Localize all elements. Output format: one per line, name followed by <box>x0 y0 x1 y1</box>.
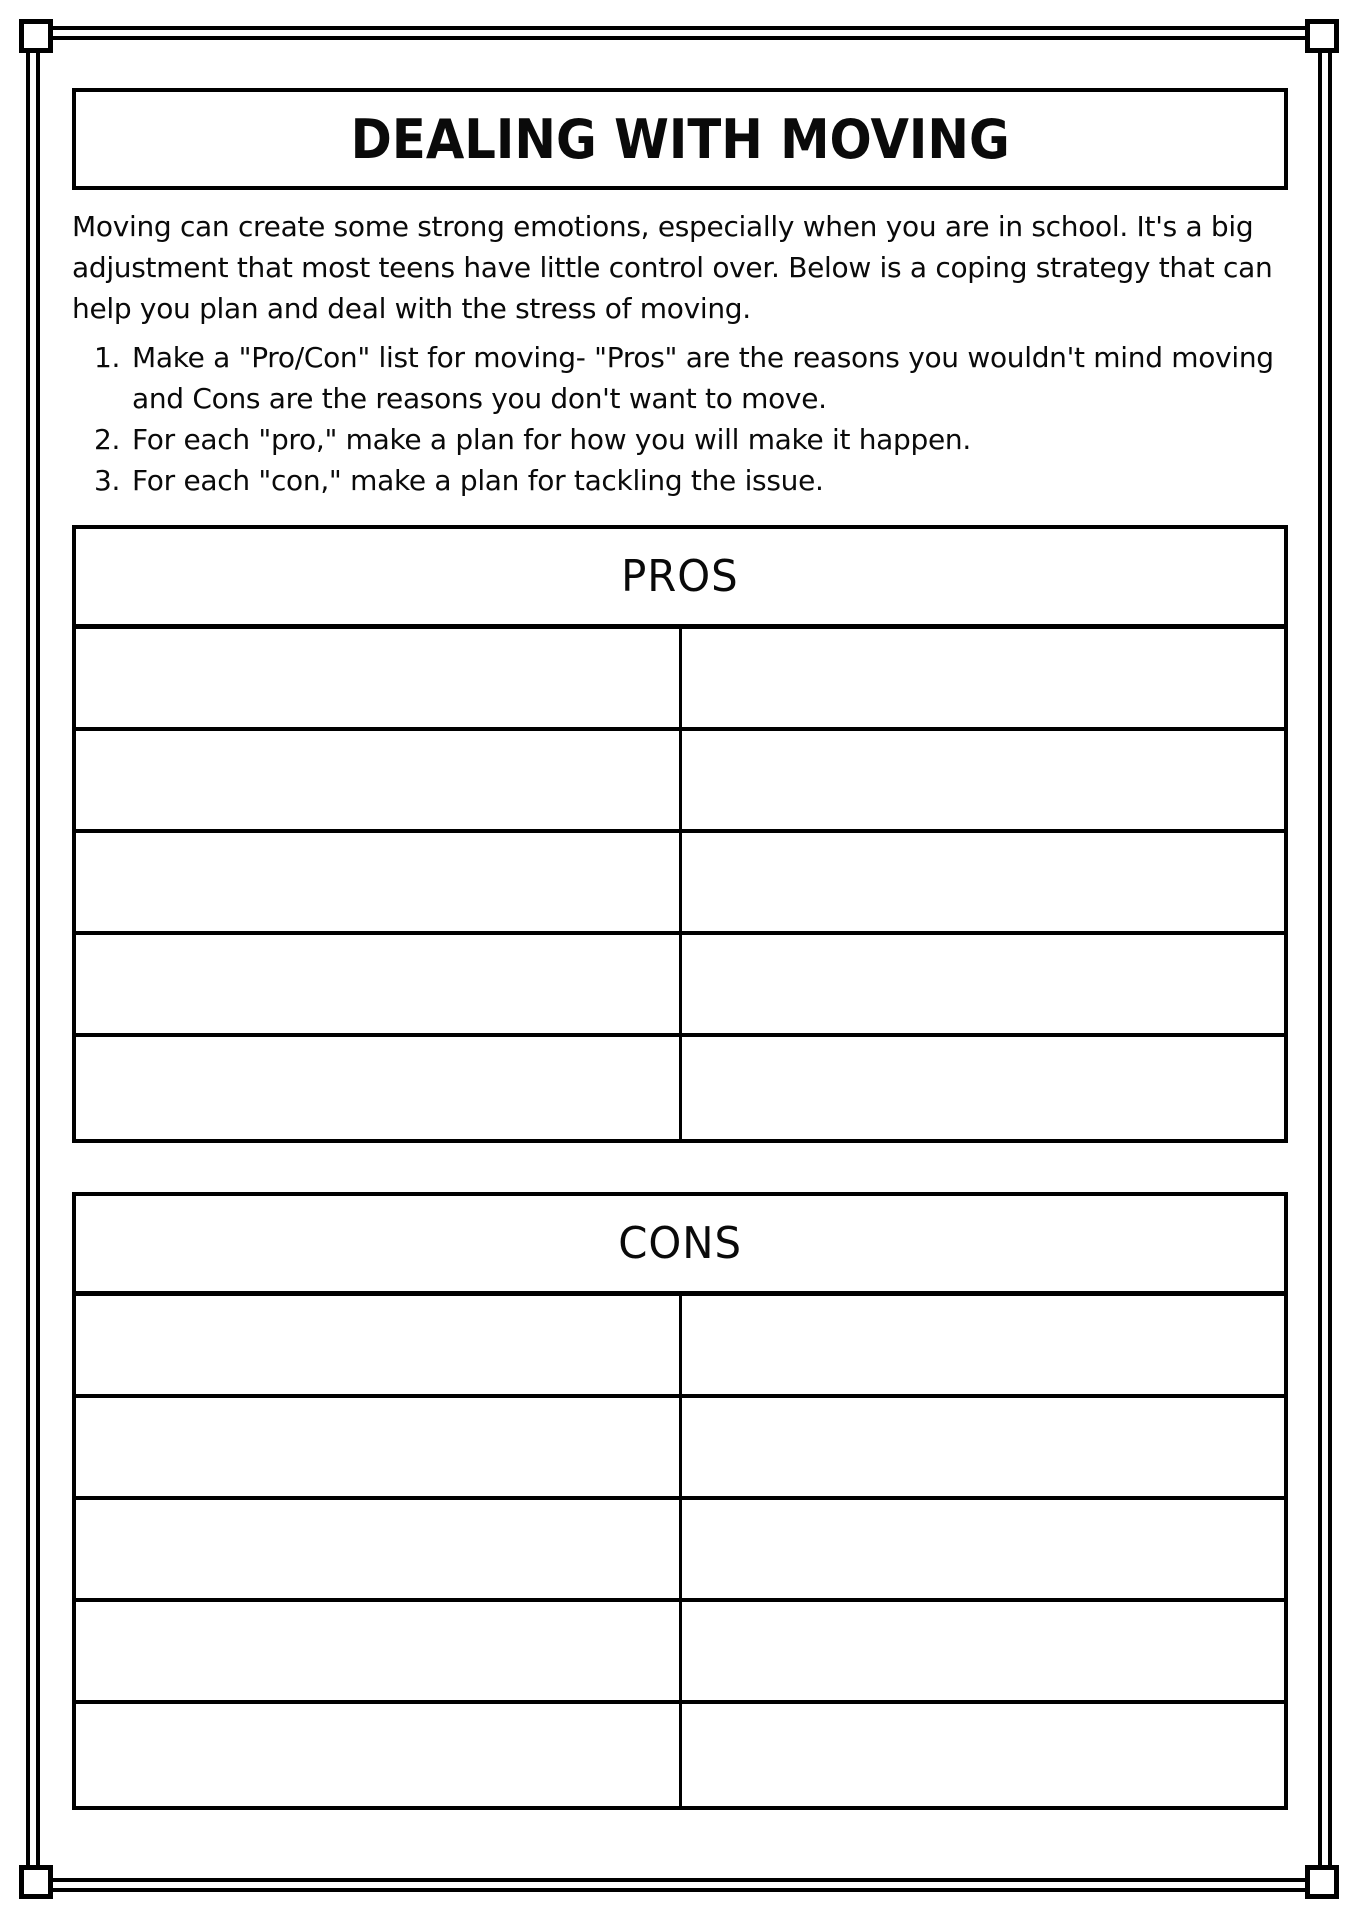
pros-table-body <box>76 629 1284 1139</box>
frame-edge-right <box>1318 50 1332 1868</box>
table-cell <box>679 731 1285 829</box>
step-number: 1. <box>94 341 121 374</box>
table-cell <box>76 1398 679 1496</box>
instruction-step-2 <box>72 419 1288 460</box>
cons-table-body <box>76 1296 1284 1806</box>
step-number: 2. <box>94 423 121 456</box>
frame-edge-left <box>26 50 40 1868</box>
frame-edge-top <box>50 26 1308 40</box>
table-row <box>76 1398 1284 1500</box>
table-cell <box>76 1500 679 1598</box>
table-row <box>76 833 1284 935</box>
table-cell <box>679 935 1285 1033</box>
table-cell <box>679 1296 1285 1394</box>
table-row <box>76 935 1284 1037</box>
table-cell <box>76 1704 679 1806</box>
table-cell <box>679 1602 1285 1700</box>
step-number: 3. <box>94 464 121 497</box>
cons-table-header-label: CONS <box>618 1218 742 1269</box>
table-row <box>76 1037 1284 1139</box>
frame-edge-bottom <box>50 1878 1308 1892</box>
table-cell <box>679 629 1285 727</box>
frame-corner-top-right <box>1305 19 1339 53</box>
table-cell <box>76 1037 679 1139</box>
pros-table-header <box>76 529 1284 629</box>
step-text: For each "con," make a plan for tackling the issue. <box>132 464 824 497</box>
table-cell <box>679 1704 1285 1806</box>
instruction-step-1 <box>72 337 1288 419</box>
instruction-step-3 <box>72 460 1288 501</box>
table-cell <box>679 1398 1285 1496</box>
table-cell <box>679 833 1285 931</box>
cons-table-header <box>76 1196 1284 1296</box>
step-text: For each "pro," make a plan for how you will make it happen. <box>132 423 971 456</box>
page-title: DEALING WITH MOVING <box>350 107 1010 171</box>
table-row <box>76 731 1284 833</box>
table-cell <box>76 1296 679 1394</box>
table-row <box>76 1704 1284 1806</box>
pros-table <box>72 525 1288 1143</box>
table-cell <box>76 731 679 829</box>
table-row <box>76 1602 1284 1704</box>
table-row <box>76 629 1284 731</box>
frame-corner-top-left <box>19 19 53 53</box>
pros-table-header-label: PROS <box>621 551 739 602</box>
cons-table <box>72 1192 1288 1810</box>
table-row <box>76 1296 1284 1398</box>
table-cell <box>679 1500 1285 1598</box>
title-box <box>72 88 1288 190</box>
frame-corner-bottom-left <box>19 1865 53 1899</box>
table-cell <box>679 1037 1285 1139</box>
table-cell <box>76 833 679 931</box>
worksheet-content <box>72 88 1288 1810</box>
table-cell <box>76 935 679 1033</box>
table-cell <box>76 1602 679 1700</box>
frame-corner-bottom-right <box>1305 1865 1339 1899</box>
instruction-list <box>72 337 1288 501</box>
table-row <box>76 1500 1284 1602</box>
table-cell <box>76 629 679 727</box>
step-text: Make a "Pro/Con" list for moving- "Pros" are the reasons you wouldn't mind moving and Cons are the reasons you don't want to move. <box>132 341 1274 415</box>
intro-text: Moving can create some strong emotions, especially when you are in school. It's a big adjustment that most teens have little control over. Below is a coping strategy that can help you plan and deal with the stress of moving. <box>72 210 1273 325</box>
